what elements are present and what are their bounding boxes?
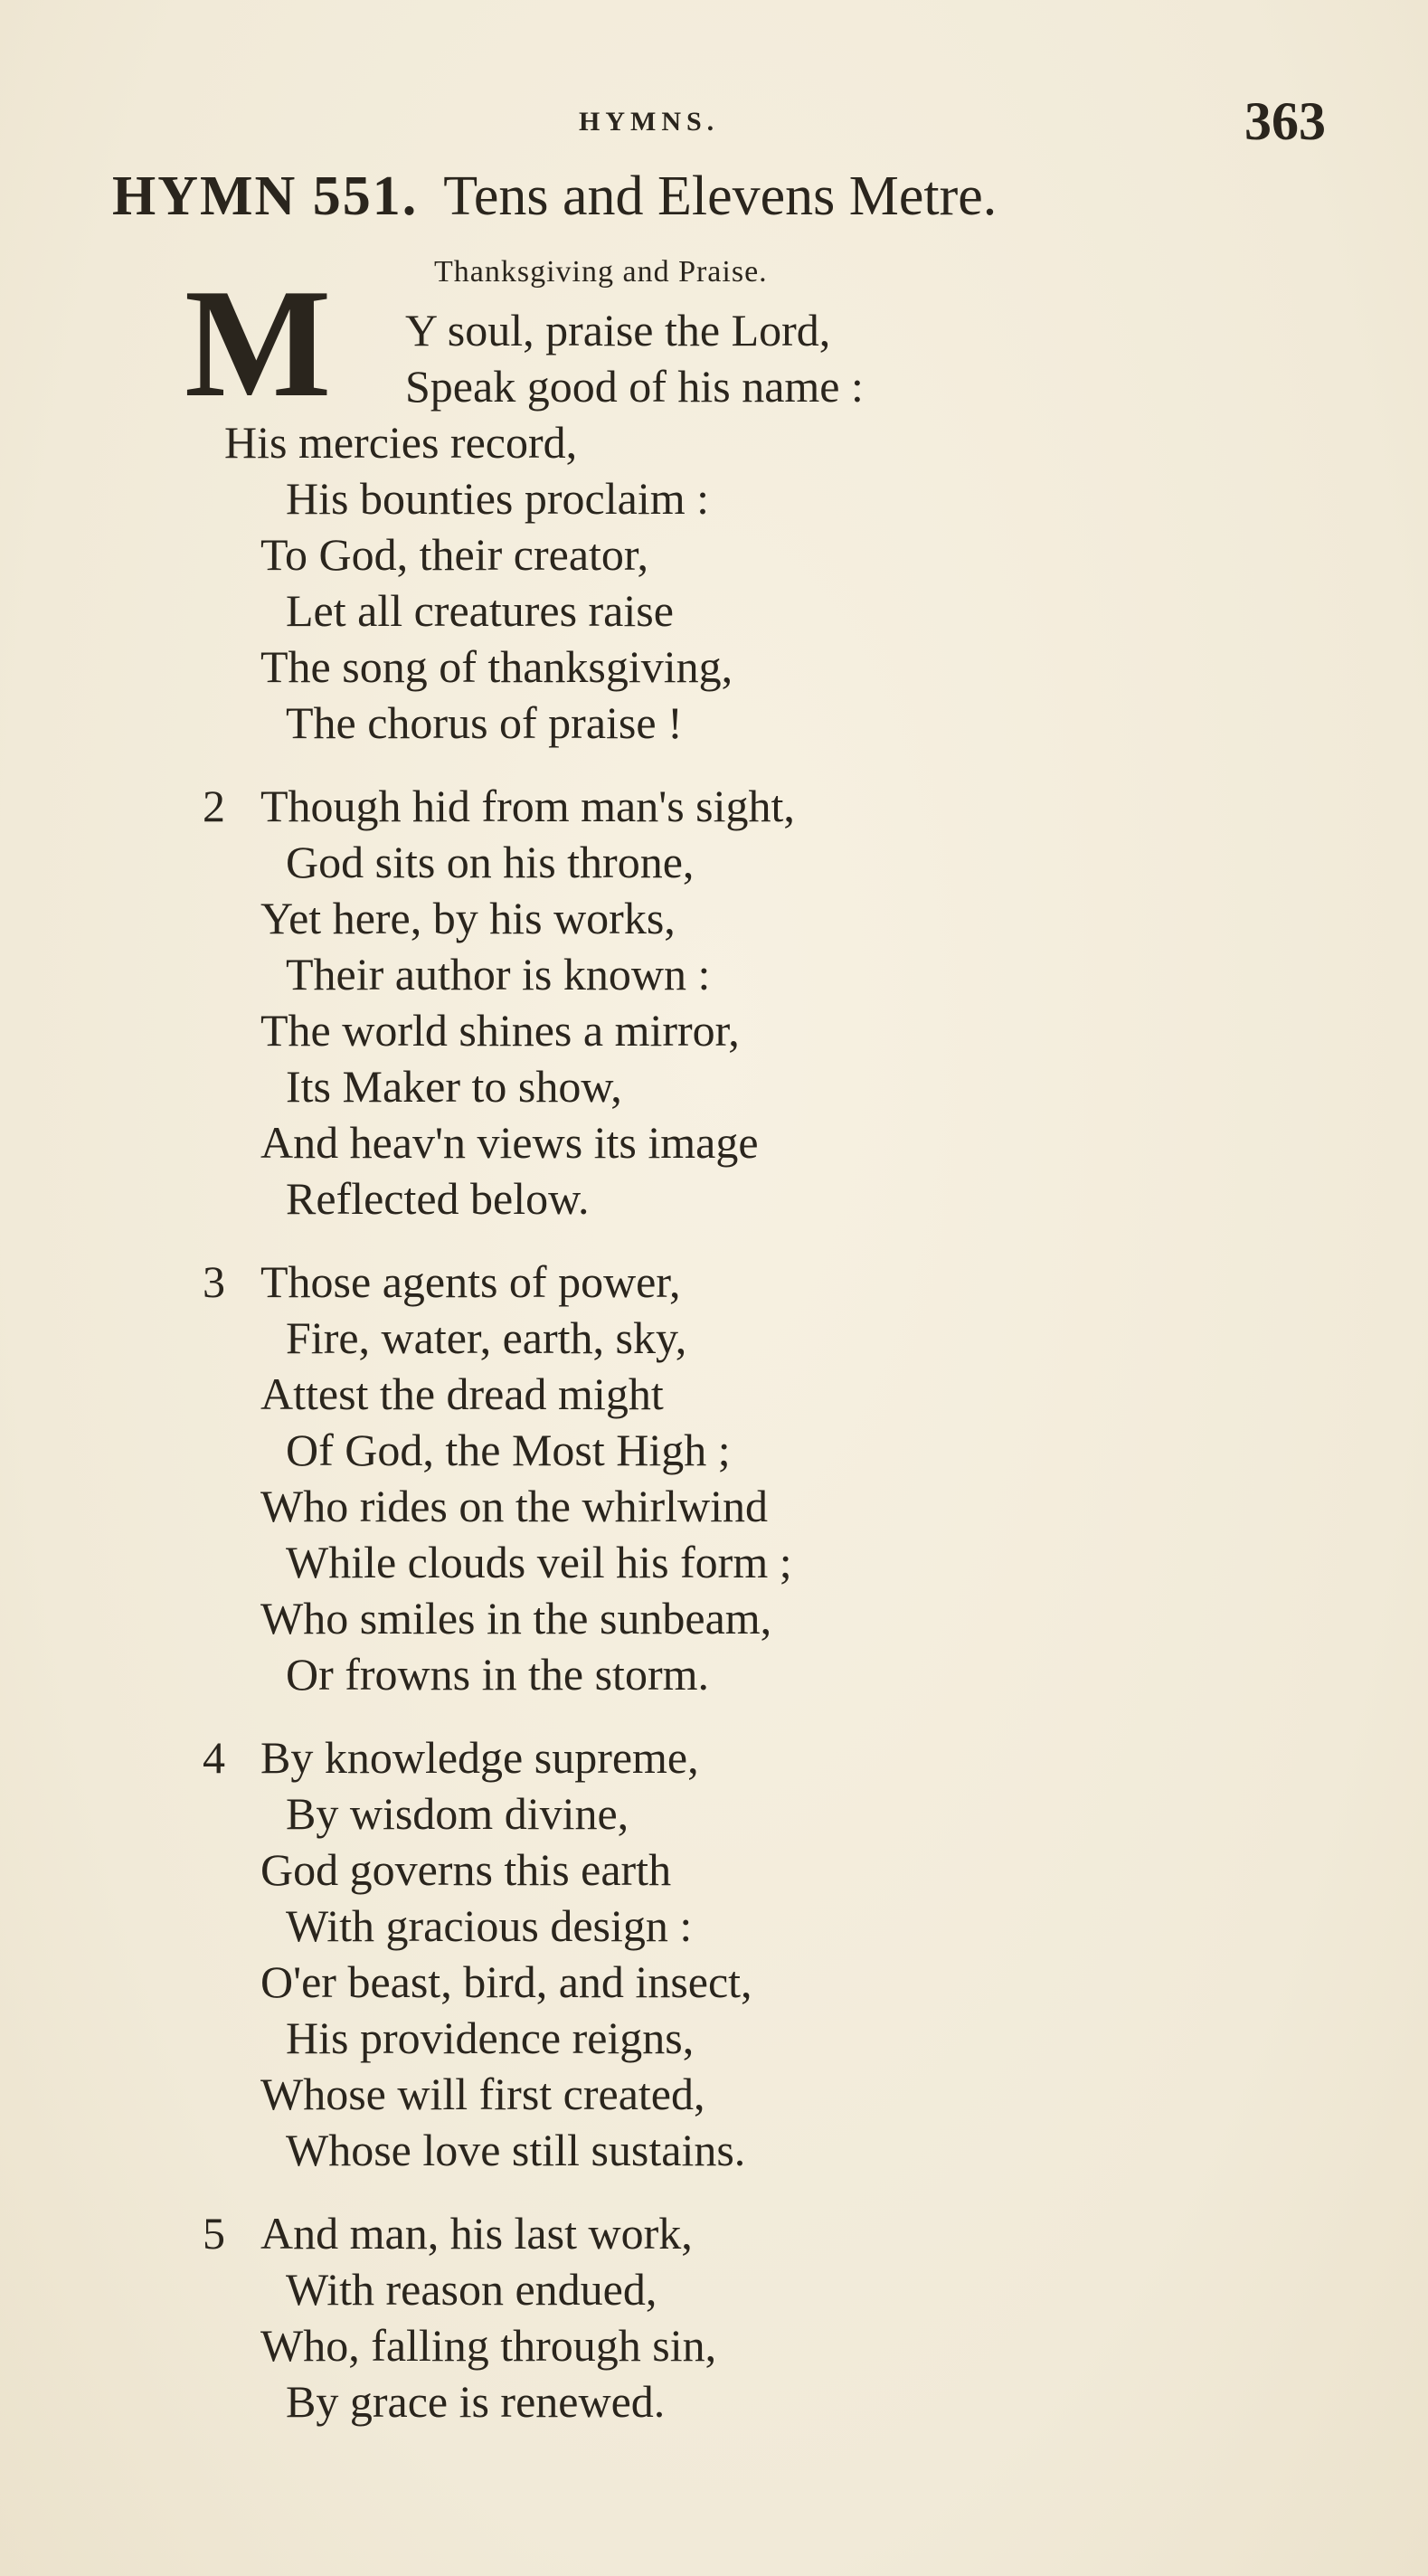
verse-line: By grace is renewed. bbox=[286, 2376, 666, 2427]
verse-line: Let all creatures raise bbox=[286, 585, 674, 636]
verse-line: To God, their creator, bbox=[260, 529, 649, 580]
verse-line: And man, his last work, bbox=[260, 2208, 693, 2259]
verse-line: Its Maker to show, bbox=[286, 1061, 622, 1112]
verse-line: O'er beast, bird, and insect, bbox=[260, 1956, 752, 2007]
verse-line: Of God, the Most High ; bbox=[286, 1425, 731, 1475]
verse-line: Whose love still sustains. bbox=[286, 2125, 746, 2175]
stanza-number: 2 bbox=[203, 781, 225, 831]
stanza-number: 5 bbox=[203, 2208, 225, 2259]
verse-line: His mercies record, bbox=[224, 417, 578, 468]
verse-line: His providence reigns, bbox=[286, 2012, 695, 2063]
verse-line: The world shines a mirror, bbox=[260, 1005, 740, 1056]
verse-line: Fire, water, earth, sky, bbox=[286, 1312, 687, 1363]
verse-line: Reflected below. bbox=[286, 1173, 590, 1224]
hymn-subtitle: Thanksgiving and Praise. bbox=[434, 255, 768, 289]
running-head: HYMNS. bbox=[579, 107, 720, 137]
hymn-number: HYMN 551. bbox=[112, 166, 419, 227]
verse-line: While clouds veil his form ; bbox=[286, 1537, 792, 1587]
verse-line: The chorus of praise ! bbox=[286, 697, 683, 748]
verse-line: The song of thanksgiving, bbox=[260, 641, 733, 692]
verse-line: With gracious design : bbox=[286, 1900, 693, 1951]
stanza-number: 4 bbox=[203, 1732, 225, 1783]
verse-line: Who, falling through sin, bbox=[260, 2320, 717, 2371]
verse-line: God sits on his throne, bbox=[286, 837, 695, 887]
verse-line: Speak good of his name : bbox=[405, 361, 864, 412]
verse-line: His bounties proclaim : bbox=[286, 473, 709, 524]
verse-line: Their author is known : bbox=[286, 949, 711, 999]
verse-line: By wisdom divine, bbox=[286, 1788, 629, 1839]
drop-cap: M bbox=[184, 258, 332, 430]
verse-line: Though hid from man's sight, bbox=[260, 781, 795, 831]
verse-line: Yet here, by his works, bbox=[260, 893, 676, 943]
verse-line: Who rides on the whirlwind bbox=[260, 1481, 769, 1531]
hymn-meter: Tens and Elevens Metre. bbox=[443, 166, 998, 227]
verse-line: And heav'n views its image bbox=[260, 1117, 759, 1168]
stanza-number: 3 bbox=[203, 1256, 225, 1307]
verse-line: Who smiles in the sunbeam, bbox=[260, 1593, 772, 1643]
hymn-heading bbox=[112, 165, 997, 229]
verse-line: Or frowns in the storm. bbox=[286, 1649, 709, 1700]
verse-line: Those agents of power, bbox=[260, 1256, 681, 1307]
verse-line: With reason endued, bbox=[286, 2264, 657, 2315]
verse-line: Whose will first created, bbox=[260, 2069, 705, 2119]
verse-line: God governs this earth bbox=[260, 1844, 672, 1895]
verse-line: Y soul, praise the Lord, bbox=[405, 305, 831, 355]
page-number: 363 bbox=[1244, 91, 1326, 151]
verse-line: By knowledge supreme, bbox=[260, 1732, 699, 1783]
verse-line: Attest the dread might bbox=[260, 1368, 664, 1419]
